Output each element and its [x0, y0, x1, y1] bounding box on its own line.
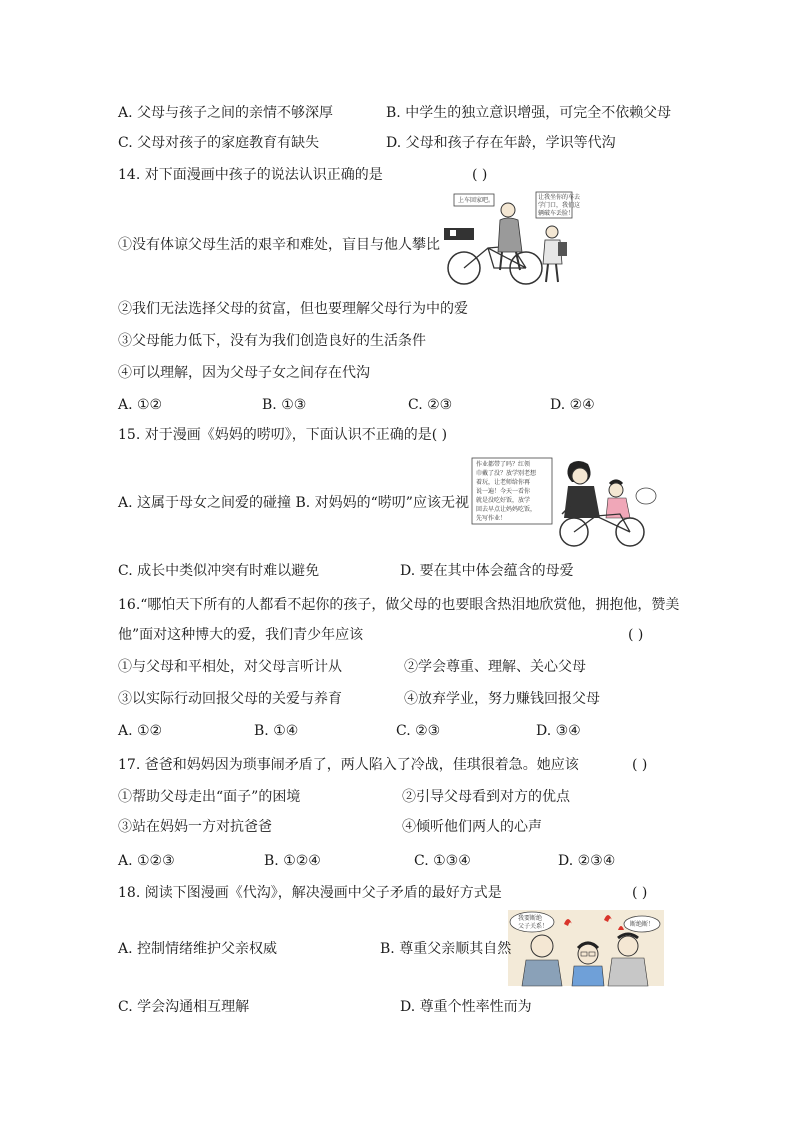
- q13-option-c: C. 父母对孩子的家庭教育有缺失: [118, 135, 320, 151]
- q16-stem-line-1: 16.“哪怕天下所有的人都看不起你的孩子，做父母的也要眼含热泪地欣赏他，拥抱他，赞美: [118, 597, 680, 613]
- bicycle-cartoon-illustration: [442, 190, 581, 290]
- q14-option-d: D. ②④: [550, 397, 595, 413]
- q17-statement-2: ②引导父母看到对方的优点: [402, 789, 570, 805]
- q14-answer-paren: ( ): [472, 167, 488, 183]
- q18-cartoon: [508, 910, 664, 986]
- q16-option-c: C. ②③: [396, 723, 441, 739]
- q15-box-line-1: 作业都带了吗？红领: [476, 461, 531, 468]
- q17-answer-paren: ( ): [632, 757, 648, 773]
- q18-option-c: C. 学会沟通相互理解: [118, 999, 250, 1015]
- q14-bubble-right-3: 辆破车丢脸！: [538, 210, 575, 217]
- q14-bubble-right-1: 让我坐你的车去: [538, 194, 581, 201]
- q17-statement-1: ①帮助父母走出“面子”的困境: [118, 789, 301, 805]
- q16-option-b: B. ①④: [254, 723, 299, 739]
- q16-statement-3: ③以实际行动回报父母的关爱与养育: [118, 691, 342, 707]
- q16-statement-4: ④放弃学业，努力赚钱回报父母: [404, 691, 600, 707]
- q15-box-line-6: 回去早点让妈妈吃饭，: [476, 506, 537, 513]
- q16-statement-1: ①与父母和平相处，对父母言听计从: [118, 659, 342, 675]
- q13-option-d: D. 父母和孩子存在年龄，学识等代沟: [386, 135, 616, 151]
- generation-gap-illustration: [508, 910, 664, 986]
- q14-statement-1: ①没有体谅父母生活的艰辛和难处，盲目与他人攀比: [118, 237, 440, 253]
- q17-stem: 17. 爸爸和妈妈因为琐事闹矛盾了，两人陷入了冷战，佳琪很着急。她应该: [118, 757, 579, 773]
- q14-statement-4: ④可以理解，因为父母子女之间存在代沟: [118, 365, 370, 381]
- q18-bubble-left-2: 父子关系！: [518, 923, 549, 930]
- q17-option-d: D. ②③④: [558, 853, 616, 869]
- q18-option-d: D. 尊重个性率性而为: [400, 999, 532, 1015]
- q18-option-a: A. 控制情绪维护父亲权威: [118, 941, 278, 957]
- q17-statement-3: ③站在妈妈一方对抗爸爸: [118, 819, 272, 835]
- q16-option-a: A. ①②: [118, 723, 163, 739]
- q15-cartoon: [470, 456, 670, 550]
- q18-answer-paren: ( ): [632, 885, 648, 901]
- q14-option-c: C. ②③: [408, 397, 453, 413]
- q14-cartoon: [442, 190, 581, 290]
- q15-box-line-5: 就是没吃好饭，放学: [476, 497, 531, 504]
- q14-stem: 14. 对下面漫画中孩子的说法认识正确的是: [118, 167, 383, 183]
- q15-box-line-2: 巾戴了没？放学别老想: [476, 470, 537, 477]
- q15-option-c: C. 成长中类似冲突有时难以避免: [118, 563, 320, 579]
- q18-bubble-right: 断绝断！: [630, 921, 655, 928]
- q15-option-d: D. 要在其中体会蕴含的母爱: [400, 563, 574, 579]
- q18-bubble-left-1: 我要断绝: [518, 915, 543, 922]
- q16-answer-paren: ( ): [628, 627, 644, 643]
- q16-stem-line-2: 他”面对这种博大的爱，我们青少年应该: [118, 627, 364, 643]
- q17-statement-4: ④倾听他们两人的心声: [402, 819, 542, 835]
- q17-option-c: C. ①③④: [414, 853, 471, 869]
- q13-option-b: B. 中学生的独立意识增强，可完全不依赖父母: [386, 105, 672, 121]
- q15-option-ab: A. 这属于母女之间爱的碰撞 B. 对妈妈的“唠叨”应该无视: [118, 495, 469, 511]
- q14-bubble-right-2: 学门口，我们这: [538, 202, 581, 209]
- q15-box-line-3: 着玩，让老师给你再: [476, 479, 531, 486]
- q14-bubble-left: 上车回家吧。: [458, 197, 495, 204]
- q17-option-b: B. ①②④: [264, 853, 321, 869]
- q14-statement-2: ②我们无法选择父母的贫富，但也要理解父母行为中的爱: [118, 301, 468, 317]
- q14-option-b: B. ①③: [262, 397, 307, 413]
- q17-option-a: A. ①②③: [118, 853, 175, 869]
- q16-statement-2: ②学会尊重、理解、关心父母: [404, 659, 586, 675]
- q14-option-a: A. ①②: [118, 397, 163, 413]
- q15-box-line-7: 先写作业！: [476, 515, 507, 522]
- q15-box-line-4: 说一遍！今天一看你: [476, 488, 531, 495]
- q18-option-b: B. 尊重父亲顺其自然: [380, 941, 512, 957]
- q15-stem: 15. 对于漫画《妈妈的唠叨》，下面认识不正确的是( ): [118, 427, 448, 443]
- mother-daughter-bike-illustration: [470, 456, 670, 550]
- q16-option-d: D. ③④: [536, 723, 581, 739]
- q14-statement-3: ③父母能力低下，没有为我们创造良好的生活条件: [118, 333, 426, 349]
- q18-stem: 18. 阅读下图漫画《代沟》，解决漫画中父子矛盾的最好方式是: [118, 885, 502, 901]
- q13-option-a: A. 父母与孩子之间的亲情不够深厚: [118, 105, 334, 121]
